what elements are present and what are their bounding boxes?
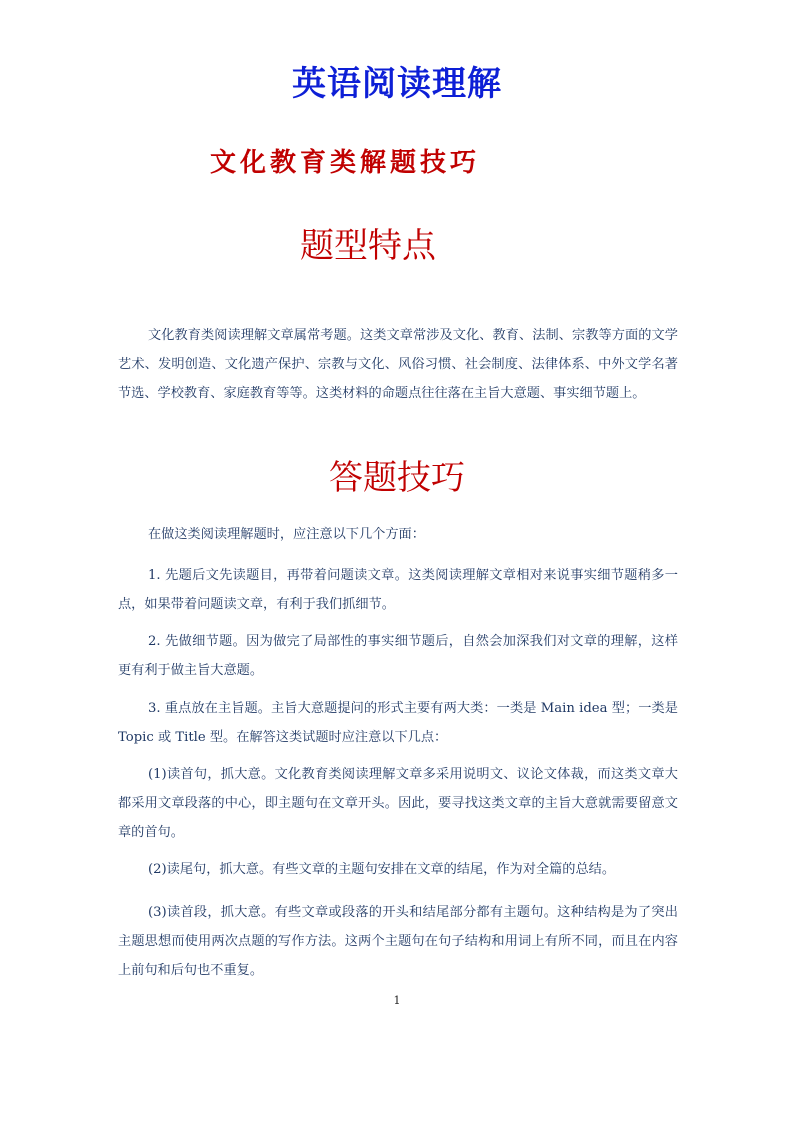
features-paragraph: 文化教育类阅读理解文章属常考题。这类文章常涉及文化、教育、法制、宗教等方面的文学艺术、发明创造、文化遗产保护、宗教与文化、风俗习惯、社会制度、法律体系、中外文学名著节选、学校教育、家庭教育等等。这类材料的命题点往往落在主旨大意题、事实细节题上。 <box>118 328 678 401</box>
tips-lead-paragraph: 在做这类阅读理解题时，应注意以下几个方面： <box>148 527 425 542</box>
tips-point-3: 3. 重点放在主旨题。主旨大意题提问的形式主要有两大类：一类是 Main idea 型；一类是 Topic 或 Title 型。在解答这类试题时应注意以下几点： <box>118 701 678 745</box>
document-title: 英语阅读理解 <box>292 64 502 104</box>
section-heading-features: 题型特点 <box>300 226 436 266</box>
tips-subpoint-1: (1)读首句，抓大意。文化教育类阅读理解文章多采用说明文、议论文体裁，而这类文章大都采用文章段落的中心，即主题句在文章开头。因此，要寻找这类文章的主旨大意就需要留意文章的首句。 <box>118 767 678 840</box>
tips-point-1: 1. 先题后文先读题目，再带着问题读文章。这类阅读理解文章相对来说事实细节题稍多一点，如果带着问题读文章，有利于我们抓细节。 <box>118 568 678 612</box>
page-number: 1 <box>393 994 401 1007</box>
tips-subpoint-3: (3)读首段，抓大意。有些文章或段落的开头和结尾部分都有主题句。这种结构是为了突出主题思想而使用两次点题的写作方法。这两个主题句在句子结构和用词上有所不同，而且在内容上前句和后句也不重复。 <box>118 905 678 978</box>
tips-subpoint-2: (2)读尾句，抓大意。有些文章的主题句安排在文章的结尾，作为对全篇的总结。 <box>148 862 616 877</box>
document-subtitle: 文化教育类解题技巧 <box>210 148 481 178</box>
tips-point-2: 2. 先做细节题。因为做完了局部性的事实细节题后，自然会加深我们对文章的理解，这样更有利于做主旨大意题。 <box>118 634 678 678</box>
section-heading-tips: 答题技巧 <box>329 458 465 498</box>
